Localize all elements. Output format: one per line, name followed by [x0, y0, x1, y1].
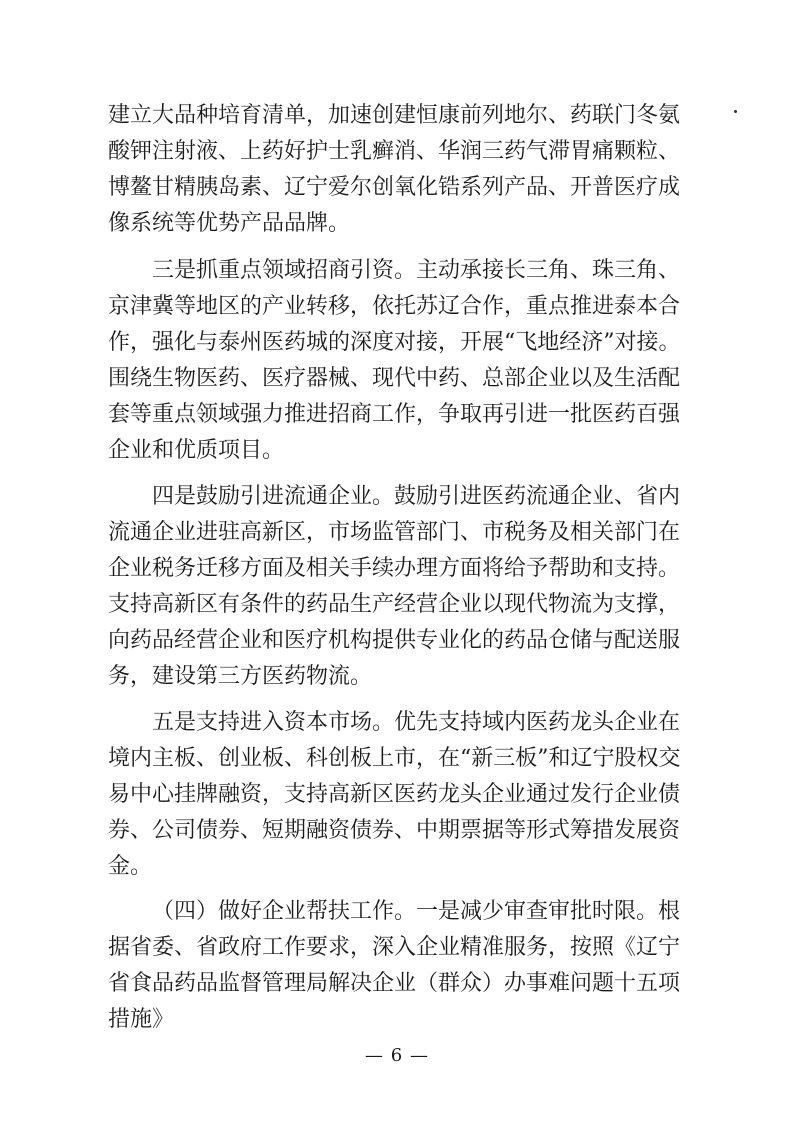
margin-mark — [734, 110, 737, 113]
paragraph-1: 建立大品种培育清单，加速创建恒康前列地尔、药联门冬氨酸钾注射液、上药好护士乳癣消、华润三药气滞胃痛颗粒、博鳌甘精胰岛素、辽宁爱尔创氧化锆系列产品、开普医疗成像系统等优势产品品牌。 — [108, 103, 681, 236]
paragraph-3: 四是鼓励引进流通企业。鼓励引进医药流通企业、省内流通企业进驻高新区，市场监管部门、市税务及相关部门在企业税务迁移方面及相关手续办理方面将给予帮助和支持。支持高新区有条件的药品生产经营企业以现代物流为支撑，向药品经营企业和医疗机构提供专业化的药品仓储与配送服务，建设第三方医药物流。 — [108, 484, 681, 689]
paragraph-2: 三是抓重点领域招商引资。主动承接长三角、珠三角、京津冀等地区的产业转移，依托苏辽合作，重点推进泰本合作，强化与泰州医药城的深度对接，开展“飞地经济”对接。围绕生物医药、医疗器械、现代中药、总部企业以及生活配套等重点领域强力推进招商工作，争取再引进一批医药百强企业和优质项目。 — [108, 258, 681, 463]
body-text — [108, 98, 698, 1038]
page-number: — 6 — — [365, 1045, 429, 1066]
paragraph-5: （四）做好企业帮扶工作。一是减少审查审批时限。根据省委、省政府工作要求，深入企业精准服务，按照《辽宁省食品药品监督管理局解决企业（群众）办事难问题十五项措施》 — [108, 899, 681, 1032]
paragraph-4: 五是支持进入资本市场。优先支持域内医药龙头企业在境内主板、创业板、科创板上市，在“新三板”和辽宁股权交易中心挂牌融资，支持高新区医药龙头企业通过发行企业债券、公司债券、短期融资债券、中期票据等形式筹措发展资金。 — [108, 710, 681, 879]
